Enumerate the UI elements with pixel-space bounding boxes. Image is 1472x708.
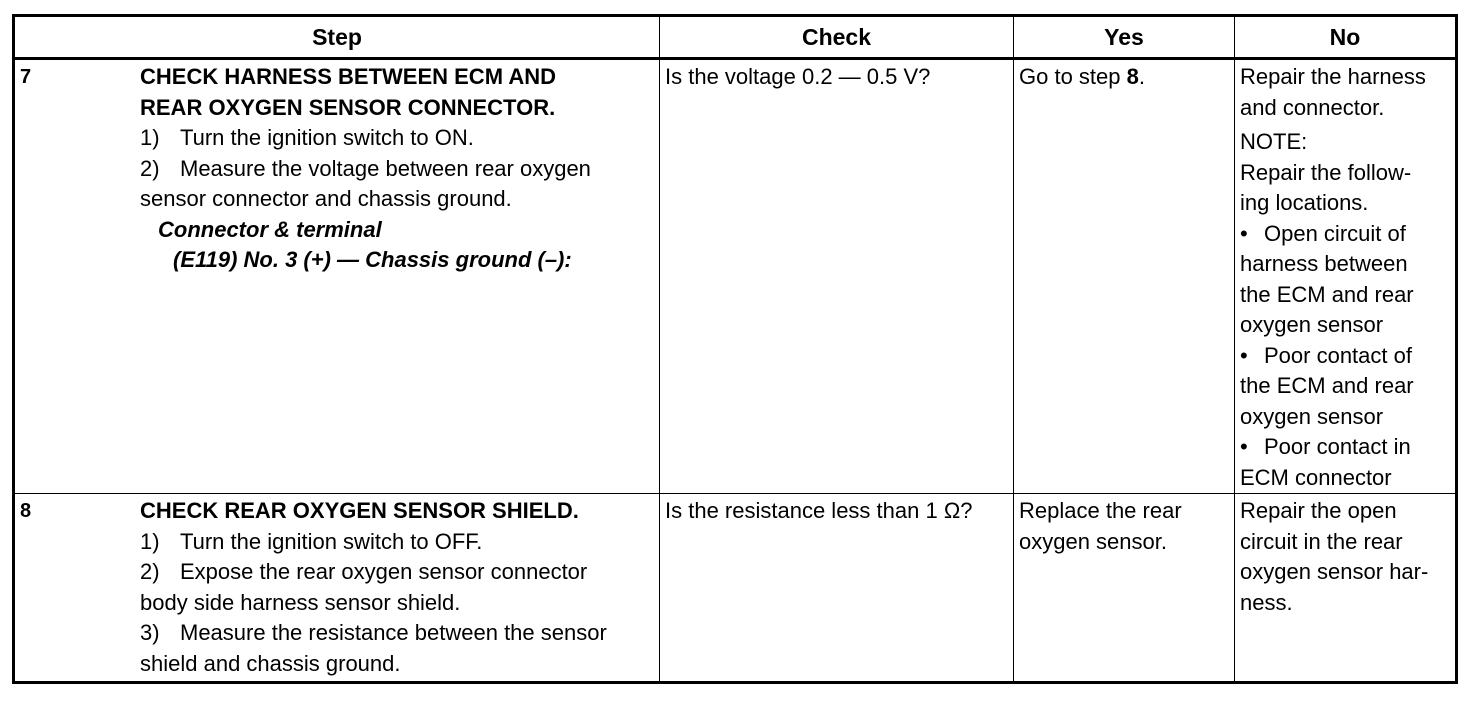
yes-prefix: Go to step (1019, 64, 1127, 89)
item-text-continued: body side harness sensor shield. (140, 589, 461, 615)
yes-cell (1014, 494, 1235, 683)
bullet-text-continued: the ECM and rear (1240, 373, 1414, 398)
yes-step-ref: 8 (1126, 64, 1139, 89)
step-number: 8 (20, 500, 32, 522)
table-row-step-8 (14, 494, 1457, 683)
connector-terminal-value: (E119) No. 3 (+) — Chassis ground (–): (173, 247, 572, 272)
step-number: 7 (20, 66, 32, 88)
yes-content (1014, 494, 1234, 557)
item-number: 1) (140, 528, 160, 554)
step-body (140, 62, 654, 276)
step-cell (14, 59, 660, 494)
note-line: Repair the follow- (1240, 159, 1412, 185)
bullet-text: Poor contact in (1264, 434, 1411, 459)
bullet-text: Open circuit of (1264, 220, 1406, 246)
bullet-item (1240, 341, 1450, 372)
header-step: Step (14, 16, 660, 59)
no-line: Repair the open (1240, 498, 1397, 523)
no-content (1235, 60, 1455, 493)
no-line: oxygen sensor har- (1240, 559, 1429, 584)
item-number: 2) (140, 559, 160, 584)
step-item (140, 527, 654, 558)
no-line: Repair the harness (1240, 64, 1426, 89)
step-item (140, 618, 654, 649)
item-number: 2) (140, 155, 160, 181)
no-cell (1235, 494, 1457, 683)
step-item (140, 154, 654, 185)
bullet-item (1240, 219, 1450, 250)
check-cell (660, 59, 1014, 494)
item-number: 3) (140, 620, 160, 645)
item-text: Measure the voltage between rear oxygen (180, 155, 591, 181)
no-line: circuit in the rear (1240, 528, 1403, 554)
bullet-text-continued: harness between (1240, 251, 1408, 276)
no-cell (1235, 59, 1457, 494)
step-body (140, 496, 654, 679)
yes-cell (1014, 59, 1235, 494)
yes-line: Replace the rear (1019, 498, 1182, 523)
connector-terminal-heading: Connector & terminal (158, 216, 382, 242)
no-line: and connector. (1240, 94, 1385, 120)
bullet-text-continued: the ECM and rear (1240, 281, 1414, 307)
check-text: Is the resistance less than 1 Ω? (665, 498, 973, 523)
no-content (1235, 494, 1455, 618)
bullet-icon: • (1240, 434, 1248, 459)
step-item (140, 557, 654, 588)
step-title-line: CHECK HARNESS BETWEEN ECM AND (140, 64, 556, 89)
step-title-line: CHECK REAR OXYGEN SENSOR SHIELD. (140, 498, 579, 523)
diagnostic-table (12, 14, 1458, 684)
check-cell (660, 494, 1014, 683)
yes-text (1014, 60, 1234, 93)
table-row-step-7 (14, 59, 1457, 494)
check-text: Is the voltage 0.2 — 0.5 V? (665, 64, 931, 89)
no-line: ness. (1240, 589, 1293, 615)
header-yes: Yes (1014, 16, 1235, 59)
item-text: Expose the rear oxygen sensor connector (180, 559, 588, 584)
yes-line: oxygen sensor. (1019, 528, 1167, 554)
bullet-text: Poor contact of (1264, 342, 1412, 368)
item-number: 1) (140, 125, 160, 150)
step-title-line: REAR OXYGEN SENSOR CONNECTOR. (140, 94, 556, 120)
bullet-icon: • (1240, 220, 1248, 246)
bullet-item (1240, 432, 1450, 463)
note-line: ing locations. (1240, 190, 1369, 215)
item-text: Measure the resistance between the sensor (180, 620, 607, 645)
bullet-text-continued: oxygen sensor (1240, 312, 1384, 337)
header-check: Check (660, 16, 1014, 59)
step-cell (14, 494, 660, 683)
step-item (140, 123, 654, 154)
header-row (14, 16, 1457, 59)
note-label: NOTE: (1240, 129, 1308, 154)
yes-suffix: . (1138, 64, 1145, 89)
item-text-continued: shield and chassis ground. (140, 650, 401, 676)
item-text: Turn the ignition switch to ON. (180, 125, 474, 150)
header-no: No (1235, 16, 1457, 59)
item-text: Turn the ignition switch to OFF. (180, 528, 483, 554)
bullet-text-continued: oxygen sensor (1240, 403, 1384, 429)
bullet-text-continued: ECM connector (1240, 464, 1392, 490)
bullet-icon: • (1240, 342, 1248, 368)
item-text-continued: sensor connector and chassis ground. (140, 186, 512, 211)
